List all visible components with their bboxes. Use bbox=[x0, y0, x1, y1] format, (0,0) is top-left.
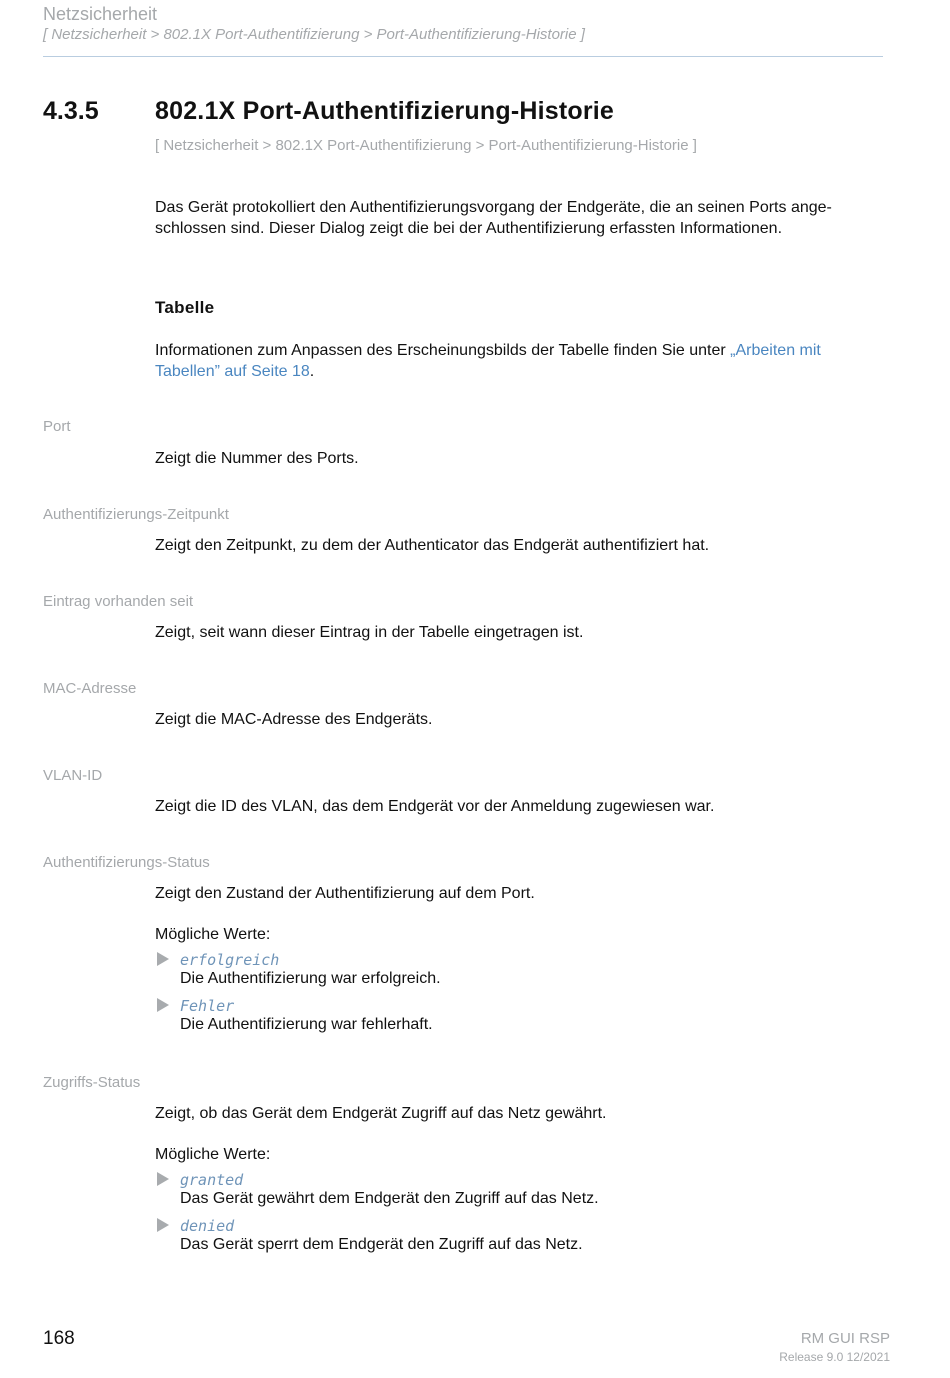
value-code: denied bbox=[180, 1217, 235, 1235]
value-description: Die Authentifizierung war fehlerhaft. bbox=[180, 1016, 433, 1033]
field-label-auth-status: Authentifizierungs-Status bbox=[43, 854, 210, 871]
field-description-auth-time: Zeigt den Zeitpunkt, zu dem der Authenticator das Endgerät authentifiziert hat. bbox=[155, 537, 710, 554]
intro-line-1: Das Gerät protokolliert den Authentifizierungsvorgang der Endgeräte, die an seinen Ports ange- bbox=[155, 199, 832, 216]
possible-values-heading: Mögliche Werte: bbox=[155, 1146, 271, 1163]
table-reference-link-continued[interactable]: Tabellen” auf Seite 18 bbox=[155, 363, 310, 380]
section-title: 802.1X Port-Authentifizierung-Historie bbox=[155, 97, 615, 125]
header-divider bbox=[43, 56, 883, 57]
value-description: Die Authentifizierung war erfolgreich. bbox=[180, 970, 441, 987]
value-description: Das Gerät sperrt dem Endgerät den Zugriff auf das Netz. bbox=[180, 1236, 583, 1253]
value-code: granted bbox=[180, 1171, 244, 1189]
page-number: 168 bbox=[43, 1328, 75, 1349]
value-code: Fehler bbox=[180, 997, 235, 1015]
value-code: erfolgreich bbox=[180, 951, 280, 969]
triangle-bullet-icon bbox=[157, 998, 169, 1012]
table-info-end: . bbox=[309, 363, 315, 380]
table-reference-link[interactable]: „Arbeiten mit bbox=[730, 342, 821, 359]
triangle-bullet-icon bbox=[157, 952, 169, 966]
field-label-port: Port bbox=[43, 418, 71, 435]
field-label-vlan-id: VLAN-ID bbox=[43, 767, 103, 784]
footer-product: RM GUI RSP bbox=[800, 1330, 890, 1347]
intro-line-2: schlossen sind. Dieser Dialog zeigt die bei der Authentifizierung erfassten Informationen. bbox=[155, 220, 783, 237]
field-description-access-status: Zeigt, ob das Gerät dem Endgerät Zugriff auf das Netz gewährt. bbox=[155, 1105, 607, 1122]
field-description-mac-address: Zeigt die MAC-Adresse des Endgeräts. bbox=[155, 711, 433, 728]
field-label-auth-time: Authentifizierungs-Zeitpunkt bbox=[43, 506, 229, 523]
field-description-entry-since: Zeigt, seit wann dieser Eintrag in der Tabelle eingetragen ist. bbox=[155, 624, 584, 641]
field-label-access-status: Zugriffs-Status bbox=[43, 1074, 141, 1091]
running-header-title: Netzsicherheit bbox=[43, 4, 158, 24]
table-heading: Tabelle bbox=[155, 298, 215, 317]
footer-release: Release 9.0 12/2021 bbox=[779, 1350, 890, 1364]
field-label-mac-address: MAC-Adresse bbox=[43, 680, 137, 697]
running-header-breadcrumb: [ Netzsicherheit > 802.1X Port-Authentifizierung > Port-Authentifizierung-Historie ] bbox=[43, 26, 585, 43]
intro-paragraph bbox=[155, 197, 890, 239]
triangle-bullet-icon bbox=[157, 1172, 169, 1186]
field-label-entry-since: Eintrag vorhanden seit bbox=[43, 593, 194, 610]
field-description-vlan-id: Zeigt die ID des VLAN, das dem Endgerät vor der Anmeldung zugewiesen war. bbox=[155, 798, 715, 815]
section-number: 4.3.5 bbox=[43, 97, 99, 125]
section-breadcrumb: [ Netzsicherheit > 802.1X Port-Authentifizierung > Port-Authentifizierung-Historie ] bbox=[155, 137, 697, 154]
table-info-paragraph bbox=[155, 340, 890, 382]
field-description-port: Zeigt die Nummer des Ports. bbox=[155, 450, 359, 467]
value-description: Das Gerät gewährt dem Endgerät den Zugriff auf das Netz. bbox=[180, 1190, 599, 1207]
table-info-text: Informationen zum Anpassen des Erscheinungsbilds der Tabelle finden Sie unter bbox=[155, 342, 731, 359]
triangle-bullet-icon bbox=[157, 1218, 169, 1232]
possible-values-heading: Mögliche Werte: bbox=[155, 926, 271, 943]
field-description-auth-status: Zeigt den Zustand der Authentifizierung auf dem Port. bbox=[155, 885, 535, 902]
